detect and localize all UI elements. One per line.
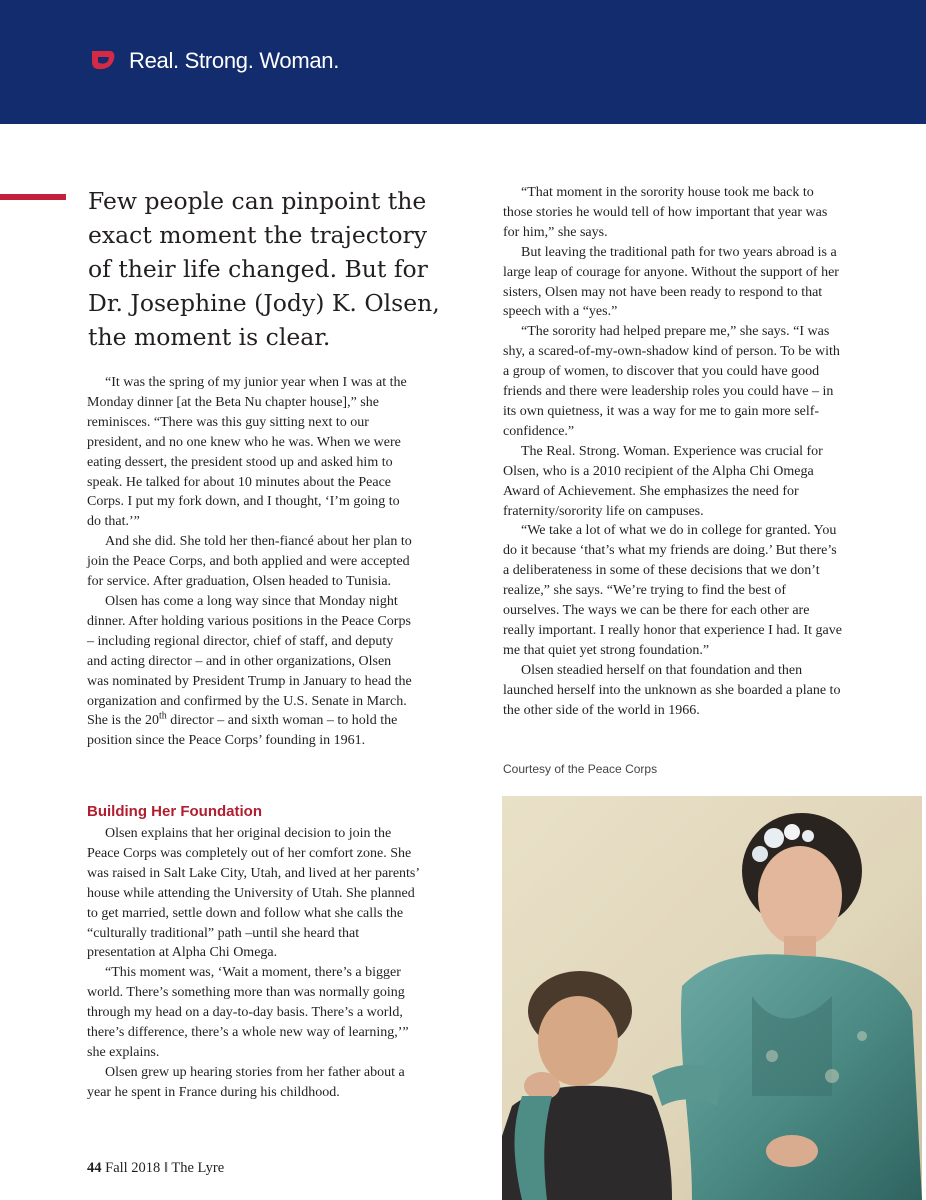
article-column-2 <box>87 824 420 1103</box>
paragraph: “That moment in the sorority house took me back to those stories he would tell of how important that year was for him,” she says. <box>503 185 828 240</box>
paragraph: But leaving the traditional path for two years abroad is a large leap of courage for anyone. Without the support of her sisters, Olsen may not have been ready to respond to that speech with a “yes.” <box>503 244 839 320</box>
page-footer <box>87 1160 224 1177</box>
paragraph: And she did. She told her then-fiancé about her plan to join the Peace Corps, and both applied and were accepted for service. After graduation, Olsen headed to Tunisia. <box>87 534 412 590</box>
paragraph: “The sorority had helped prepare me,” she says. “I was shy, a scared-of-my-own-shadow kind of person. To be with a group of women, to discover that you could have good friends and there were leadership roles you could have – in its own quietness, it was a way for me to gain more self-confidence.” <box>503 324 840 439</box>
article-column-1 <box>87 373 416 751</box>
article-column-3 <box>503 183 842 720</box>
paragraph: Olsen grew up hearing stories from her father about a year he spent in France during his childhood. <box>87 1064 405 1100</box>
page-number: 44 <box>87 1160 102 1176</box>
leaf-logo-icon <box>90 48 116 72</box>
paragraph <box>87 592 416 751</box>
header-tagline: Real. Strong. Woman. <box>129 48 340 73</box>
paragraph: “This moment was, ‘Wait a moment, there’s a bigger world. There’s something more than was normally going through my head on a day-to-day basis. There’s a world, there’s difference, there’s a whole new way of learning,’” she explains. <box>87 965 409 1060</box>
paragraph-text: director – and sixth woman – to hold the position since the Peace Corps’ founding in 1961. <box>87 713 398 749</box>
issue-date: Fall 2018 <box>105 1160 161 1176</box>
publication-name: The Lyre <box>171 1160 225 1176</box>
header-banner <box>0 0 926 124</box>
paragraph: The Real. Strong. Woman. Experience was crucial for Olsen, who is a 2010 recipient of the Alpha Chi Omega Award of Achievement. She emphasizes the need for fraternity/sorority life on campuses. <box>503 443 823 519</box>
pull-quote: Few people can pinpoint the exact moment the trajectory of their life changed. But for Dr. Josephine (Jody) K. Olsen, the moment is clear. <box>88 187 440 351</box>
paragraph-text: Olsen has come a long way since that Monday night dinner. After holding various positions in the Peace Corps – including regional director, chief of staff, and deputy and acting director – and in other organizations, Olsen was nominated by President Trump in January to head the organization and confirmed by the U.S. Senate in March. She is the 20 <box>87 593 412 729</box>
photo-credit: Courtesy of the Peace Corps <box>503 762 658 776</box>
historical-photo <box>502 796 922 1200</box>
accent-bar <box>0 194 66 200</box>
paragraph: Olsen steadied herself on that foundation and then launched herself into the unknown as she boarded a plane to the other side of the world in 1966. <box>503 662 841 718</box>
separator: ‖ <box>163 1160 169 1176</box>
ordinal-suffix: th <box>158 710 167 722</box>
section-heading: Building Her Foundation <box>87 803 262 820</box>
paragraph: Olsen explains that her original decision to join the Peace Corps was completely out of her comfort zone. She was raised in Salt Lake City, Utah, and lived at her parents’ house while attending the University of Utah. She planned to get married, settle down and follow what she calls the “culturally traditional” path –until she heard that presentation at Alpha Chi Omega. <box>87 826 420 961</box>
paragraph: “It was the spring of my junior year when I was at the Monday dinner [at the Beta Nu chapter house],” she reminisces. “There was this guy sitting next to our president, and no one knew who he was. When we were eating dessert, the president stood up and asked him to speak. He talked for about 10 minutes about the Peace Corps. I put my fork down, and I thought, ‘I’m going to do that.’” <box>87 375 407 530</box>
paragraph: “We take a lot of what we do in college for granted. You do it because ‘that’s what my friends are doing.’ But there’s a deliberateness in some of these decisions that we don’t realize,” she says. “We’re trying to find the best of ourselves. The ways we can be there for each other are really important. I really honor that experience I had. It gave me that quiet yet strong foundation.” <box>503 523 842 658</box>
